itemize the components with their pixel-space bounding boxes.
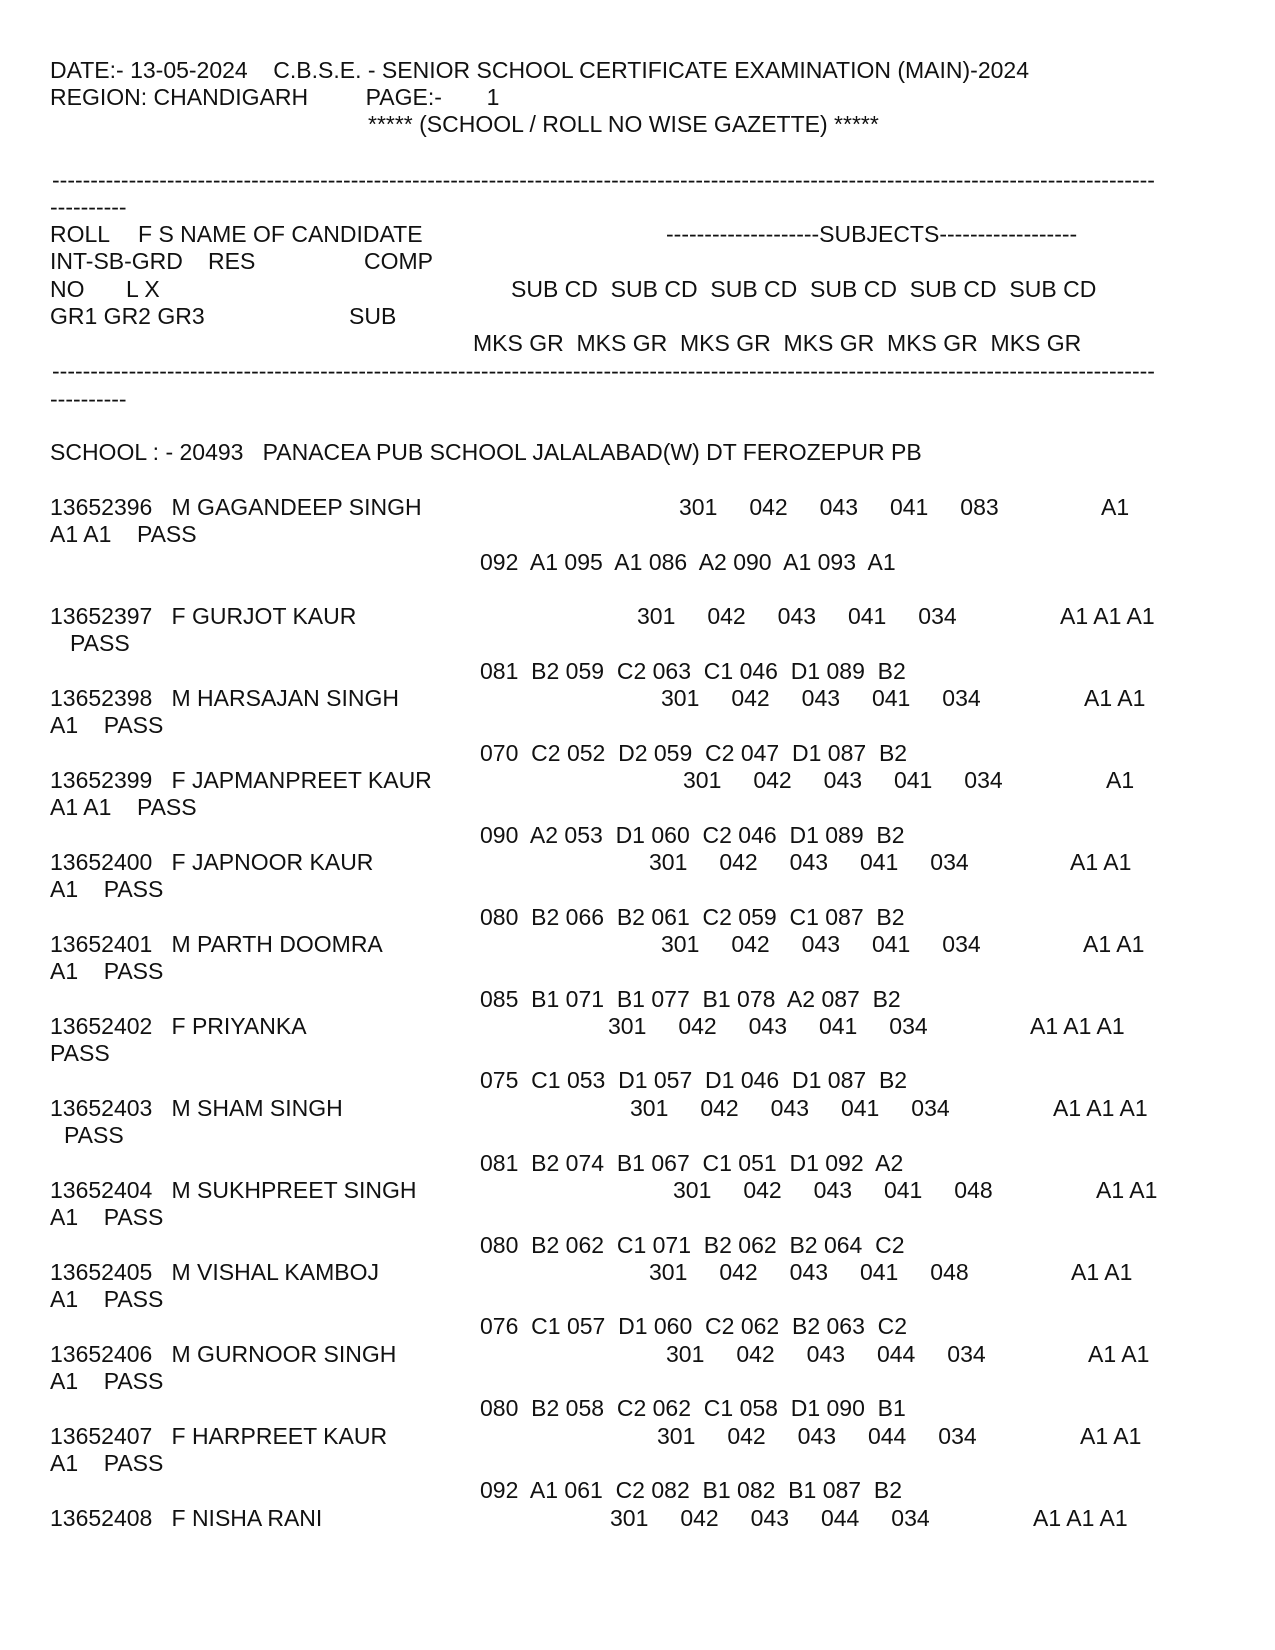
candidate-roll-name: 13652399 F JAPMANPREET KAUR [50,767,432,793]
col-gr-row: GR1 GR2 GR3 [50,303,205,329]
candidate-marks: 081 B2 059 C2 063 C1 046 D1 089 B2 [480,658,906,684]
candidate-grades: A1 A1 A1 [1033,1505,1128,1531]
candidate-marks: 070 C2 052 D2 059 C2 047 D1 087 B2 [480,740,908,766]
candidate-result: A1 A1 PASS [50,794,197,820]
col-fs-name: F S NAME OF CANDIDATE [138,221,423,247]
candidate-roll-name: 13652398 M HARSAJAN SINGH [50,685,399,711]
candidate-grades: A1 A1 [1080,1423,1142,1449]
candidate-marks: 080 B2 058 C2 062 C1 058 D1 090 B1 [480,1395,906,1421]
candidate-grades: A1 [1106,767,1135,793]
candidate-grades: A1 A1 [1083,931,1145,957]
candidate-subject-codes: 301 042 043 041 034 [637,603,957,629]
candidate-subject-codes: 301 042 043 044 034 [666,1341,986,1367]
candidate-roll-name: 13652396 M GAGANDEEP SINGH [50,494,422,520]
candidate-roll-name: 13652405 M VISHAL KAMBOJ [50,1259,379,1285]
separator-rule: ------------------------------------------------------------------------------------------------------------------------------------------------ [52,167,1155,193]
candidate-marks: 092 A1 095 A1 086 A2 090 A1 093 A1 [480,549,896,575]
candidate-result: PASS [64,1122,124,1148]
candidate-roll-name: 13652397 F GURJOT KAUR [50,603,357,629]
candidate-grades: A1 A1 [1096,1177,1158,1203]
candidate-result: A1 PASS [50,1286,164,1312]
separator-rule-tail: ---------- [50,194,127,220]
candidate-grades: A1 A1 [1070,849,1132,875]
candidate-marks: 075 C1 053 D1 057 D1 046 D1 087 B2 [480,1067,908,1093]
candidate-subject-codes: 301 042 043 041 034 [608,1013,928,1039]
candidate-subject-codes: 301 042 043 041 034 [661,931,981,957]
candidate-subject-codes: 301 042 043 041 034 [683,767,1003,793]
candidate-grades: A1 A1 A1 [1030,1013,1125,1039]
col-comp: COMP [364,248,433,274]
candidate-grades: A1 A1 A1 [1053,1095,1148,1121]
col-lx: L X [126,276,160,302]
col-no: NO [50,276,85,302]
col-sub-cd-row: SUB CD SUB CD SUB CD SUB CD SUB CD SUB CD [511,276,1097,302]
candidate-grades: A1 [1101,494,1130,520]
candidate-result: A1 PASS [50,1204,164,1230]
candidate-marks: 085 B1 071 B1 077 B1 078 A2 087 B2 [480,986,901,1012]
candidate-result: PASS [70,630,130,656]
candidate-subject-codes: 301 042 043 041 034 [661,685,981,711]
candidate-roll-name: 13652401 M PARTH DOOMRA [50,931,383,957]
candidate-roll-name: 13652404 M SUKHPREET SINGH [50,1177,417,1203]
col-subjects: --------------------SUBJECTS------------------ [666,221,1078,247]
candidate-result: A1 PASS [50,1368,164,1394]
candidate-roll-name: 13652402 F PRIYANKA [50,1013,307,1039]
candidate-subject-codes: 301 042 043 041 048 [649,1259,969,1285]
gazette-title: ***** (SCHOOL / ROLL NO WISE GAZETTE) ***** [368,111,879,137]
col-res: RES [208,248,256,274]
candidate-marks: 092 A1 061 C2 082 B1 082 B1 087 B2 [480,1477,902,1503]
candidate-marks: 080 B2 062 C1 071 B2 062 B2 064 C2 [480,1232,905,1258]
candidate-marks: 080 B2 066 B2 061 C2 059 C1 087 B2 [480,904,905,930]
candidate-result: PASS [50,1040,110,1066]
candidate-result: A1 PASS [50,876,164,902]
separator-rule: ------------------------------------------------------------------------------------------------------------------------------------------------ [52,358,1155,384]
col-int-sb-grd: INT-SB-GRD [50,248,183,274]
candidate-subject-codes: 301 042 043 041 083 [679,494,999,520]
candidate-result: A1 PASS [50,1450,164,1476]
candidate-marks: 081 B2 074 B1 067 C1 051 D1 092 A2 [480,1150,904,1176]
candidate-grades: A1 A1 [1084,685,1146,711]
candidate-subject-codes: 301 042 043 044 034 [610,1505,930,1531]
candidate-subject-codes: 301 042 043 041 048 [673,1177,993,1203]
candidate-result: A1 PASS [50,958,164,984]
report-title: DATE:- 13-05-2024 C.B.S.E. - SENIOR SCHOOL CERTIFICATE EXAMINATION (MAIN)-2024 [50,57,1029,83]
candidate-result: A1 PASS [50,712,164,738]
candidate-subject-codes: 301 042 043 044 034 [657,1423,977,1449]
candidate-roll-name: 13652407 F HARPREET KAUR [50,1423,388,1449]
region-page-line: REGION: CHANDIGARH PAGE:- 1 [50,84,500,110]
col-mks-gr-row: MKS GR MKS GR MKS GR MKS GR MKS GR MKS GR [473,330,1082,356]
candidate-marks: 090 A2 053 D1 060 C2 046 D1 089 B2 [480,822,905,848]
separator-rule-tail: ---------- [50,386,127,412]
candidate-grades: A1 A1 [1071,1259,1133,1285]
school-line: SCHOOL : - 20493 PANACEA PUB SCHOOL JALALABAD(W) DT FEROZEPUR PB [50,439,922,465]
col-roll: ROLL [50,221,111,247]
candidate-roll-name: 13652406 M GURNOOR SINGH [50,1341,397,1367]
candidate-subject-codes: 301 042 043 041 034 [630,1095,950,1121]
candidate-result: A1 A1 PASS [50,521,197,547]
col-sub: SUB [349,303,397,329]
candidate-grades: A1 A1 [1088,1341,1150,1367]
candidate-subject-codes: 301 042 043 041 034 [649,849,969,875]
candidate-roll-name: 13652403 M SHAM SINGH [50,1095,343,1121]
candidate-roll-name: 13652408 F NISHA RANI [50,1505,323,1531]
candidate-grades: A1 A1 A1 [1060,603,1155,629]
candidate-marks: 076 C1 057 D1 060 C2 062 B2 063 C2 [480,1313,908,1339]
candidate-roll-name: 13652400 F JAPNOOR KAUR [50,849,374,875]
